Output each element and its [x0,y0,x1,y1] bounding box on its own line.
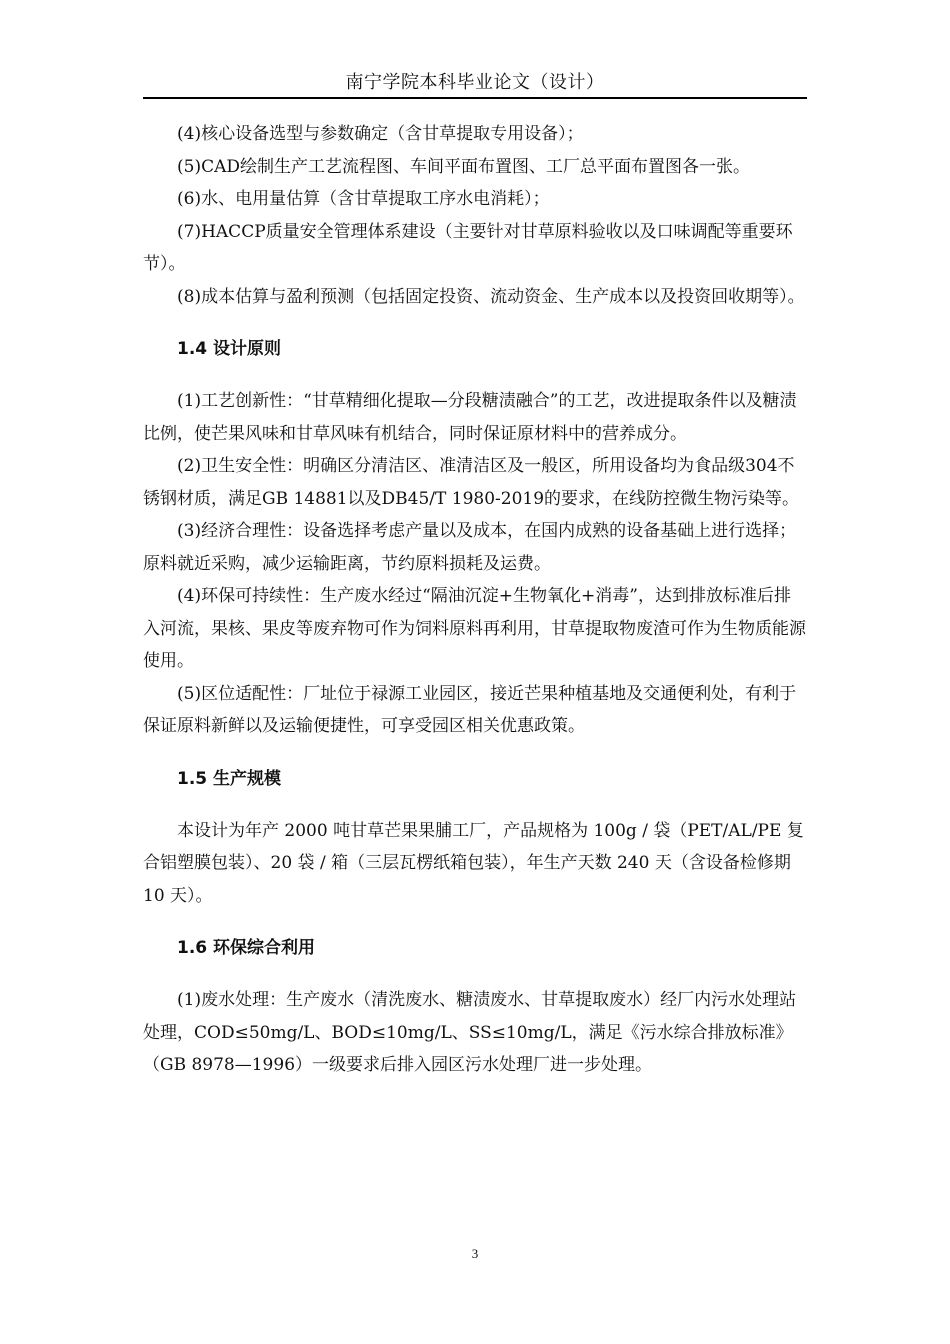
header-divider [143,97,807,99]
section-heading-1-5: 1.5 生产规模 [177,768,282,789]
design-principle-4: (4)环保可持续性：生产废水经过“隔油沉淀+生物氧化+消毒”，达到排放标准后排入河流，果核、果皮等废弃物可作为饲料原料再利用，甘草提取物废渣可作为生物质能源使用。 [143,586,806,671]
page-number: 3 [471,1246,479,1261]
production-scale-paragraph: 本设计为年产 2000 吨甘草芒果果脯工厂，产品规格为 100g / 袋（PET/AL/PE 复合铝塑膜包装）、20 袋 / 箱（三层瓦楞纸箱包装），年生产天数 240 天（含设备检修期 10 天）。 [143,820,804,906]
environmental-item-1: (1)废水处理：生产废水（清洗废水、糖渍废水、甘草提取废水）经厂内污水处理站处理，COD≤50mg/L、BOD≤10mg/L、SS≤10mg/L，满足《污水综合排放标准》（GB 8978—1996）一级要求后排入园区污水处理厂进一步处理。 [143,990,797,1075]
design-principle-2: (2)卫生安全性：明确区分清洁区、准清洁区及一般区，所用设备均为食品级304不锈钢材质，满足GB 14881以及DB45/T 1980-2019的要求，在线防控微生物污染等。 [143,456,800,509]
design-principle-1: (1)工艺创新性：“甘草精细化提取—分段糖渍融合”的工艺，改进提取条件以及糖渍比例，使芒果风味和甘草风味有机结合，同时保证原材料中的营养成分。 [143,391,797,444]
design-principle-5: (5)区位适配性：厂址位于禄源工业园区，接近芒果种植基地及交通便利处，有利于保证原料新鲜以及运输便捷性，可享受园区相关优惠政策。 [143,683,797,736]
document-body [143,118,807,1082]
paragraph-item-7: (7)HACCP质量安全管理体系建设（主要针对甘草原料验收以及口味调配等重要环节）。 [143,221,793,274]
design-principle-3: (3)经济合理性：设备选择考虑产量以及成本，在国内成熟的设备基础上进行选择；原料就近采购，减少运输距离，节约原料损耗及运费。 [143,521,797,574]
section-heading-1-6: 1.6 环保综合利用 [177,938,316,958]
paragraph-item-6: (6)水、电用量估算（含甘草提取工序水电消耗）； [177,189,550,209]
section-heading-1-4: 1.4 设计原则 [177,339,282,359]
paragraph-item-8: (8)成本估算与盈利预测（包括固定投资、流动资金、生产成本以及投资回收期等）。 [177,286,805,307]
paragraph-item-5: (5)CAD绘制生产工艺流程图、车间平面布置图、工厂总平面布置图各一张。 [177,156,750,177]
paragraph-item-4: (4)核心设备选型与参数确定（含甘草提取专用设备）； [177,124,584,144]
page-header-title: 南宁学院本科毕业论文（设计） [345,72,605,93]
